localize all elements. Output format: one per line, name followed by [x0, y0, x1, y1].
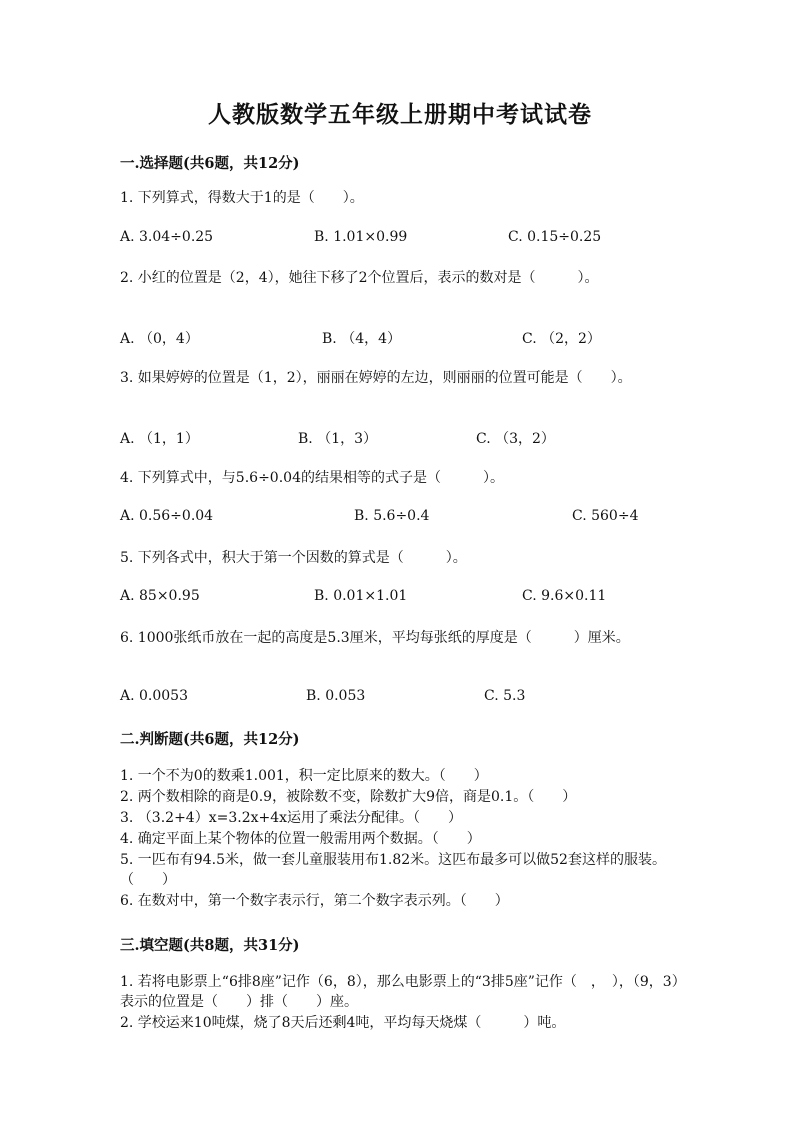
statement-item: 3. （3.2+4）x=3.2x+4x运用了乘法分配律。（ ）	[120, 810, 463, 826]
option-c: C. （3，2）	[476, 431, 555, 447]
page-title: 人教版数学五年级上册期中考试试卷	[208, 101, 592, 128]
option-b: B. 0.053	[306, 688, 366, 704]
statement-item: 6. 在数对中，第一个数字表示行，第二个数字表示列。（ ）	[120, 893, 509, 909]
option-b: B. （1，3）	[298, 431, 378, 447]
fill-item: 1. 若将电影票上“6排8座”记作（6，8），那么电影票上的“3排5座”记作（ ， ），（9，3）表示的位置是（ ）排（ ）座。	[120, 974, 679, 1010]
statement-item: 1. 一个不为0的数乘1.001，积一定比原来的数大。（ ）	[120, 768, 488, 784]
option-a: A. （0，4）	[120, 331, 199, 347]
option-b: B. 1.01×0.99	[314, 229, 408, 245]
option-c: C. （2，2）	[522, 331, 601, 347]
statement-item: 5. 一匹布有94.5米，做一套儿童服装用布1.82米。这匹布最多可以做52套这样的服装。（ ）	[120, 852, 666, 888]
question-text: 2. 小红的位置是（2，4），她往下移了2个位置后，表示的数对是（ ）。	[120, 270, 599, 286]
option-a: A. 0.0053	[120, 688, 188, 704]
option-b: B. 5.6÷0.4	[354, 508, 430, 524]
question-text: 1. 下列算式，得数大于1的是（ ）。	[120, 190, 364, 206]
statement-item: 2. 两个数相除的商是0.9，被除数不变，除数扩大9倍，商是0.1。（ ）	[120, 789, 577, 805]
option-b: B. 0.01×1.01	[314, 588, 408, 604]
option-b: B. （4，4）	[322, 331, 402, 347]
option-c: C. 9.6×0.11	[522, 588, 607, 604]
question-text: 5. 下列各式中，积大于第一个因数的算式是（ ）。	[120, 550, 467, 566]
section-heading-true-false: 二.判断题(共6题，共12分)	[120, 731, 300, 748]
option-a: A. 85×0.95	[120, 588, 200, 604]
section-heading-choice: 一.选择题(共6题，共12分)	[120, 155, 300, 172]
question-text: 4. 下列算式中，与5.6÷0.04的结果相等的式子是（ ）。	[120, 470, 504, 486]
option-c: C. 5.3	[484, 688, 526, 704]
option-a: A. 0.56÷0.04	[120, 508, 214, 524]
question-text: 6. 1000张纸币放在一起的高度是5.3厘米，平均每张纸的厚度是（ ）厘米。	[120, 630, 630, 646]
section-heading-fill-in: 三.填空题(共8题，共31分)	[120, 937, 300, 954]
option-a: A. （1，1）	[120, 431, 199, 447]
option-a: A. 3.04÷0.25	[120, 229, 214, 245]
statement-item: 4. 确定平面上某个物体的位置一般需用两个数据。（ ）	[120, 831, 481, 847]
option-c: C. 560÷4	[572, 508, 639, 524]
option-c: C. 0.15÷0.25	[508, 229, 602, 245]
question-text: 3. 如果婷婷的位置是（1，2），丽丽在婷婷的左边，则丽丽的位置可能是（ ）。	[120, 370, 632, 386]
fill-item: 2. 学校运来10吨煤，烧了8天后还剩4吨，平均每天烧煤（ ）吨。	[120, 1015, 566, 1031]
